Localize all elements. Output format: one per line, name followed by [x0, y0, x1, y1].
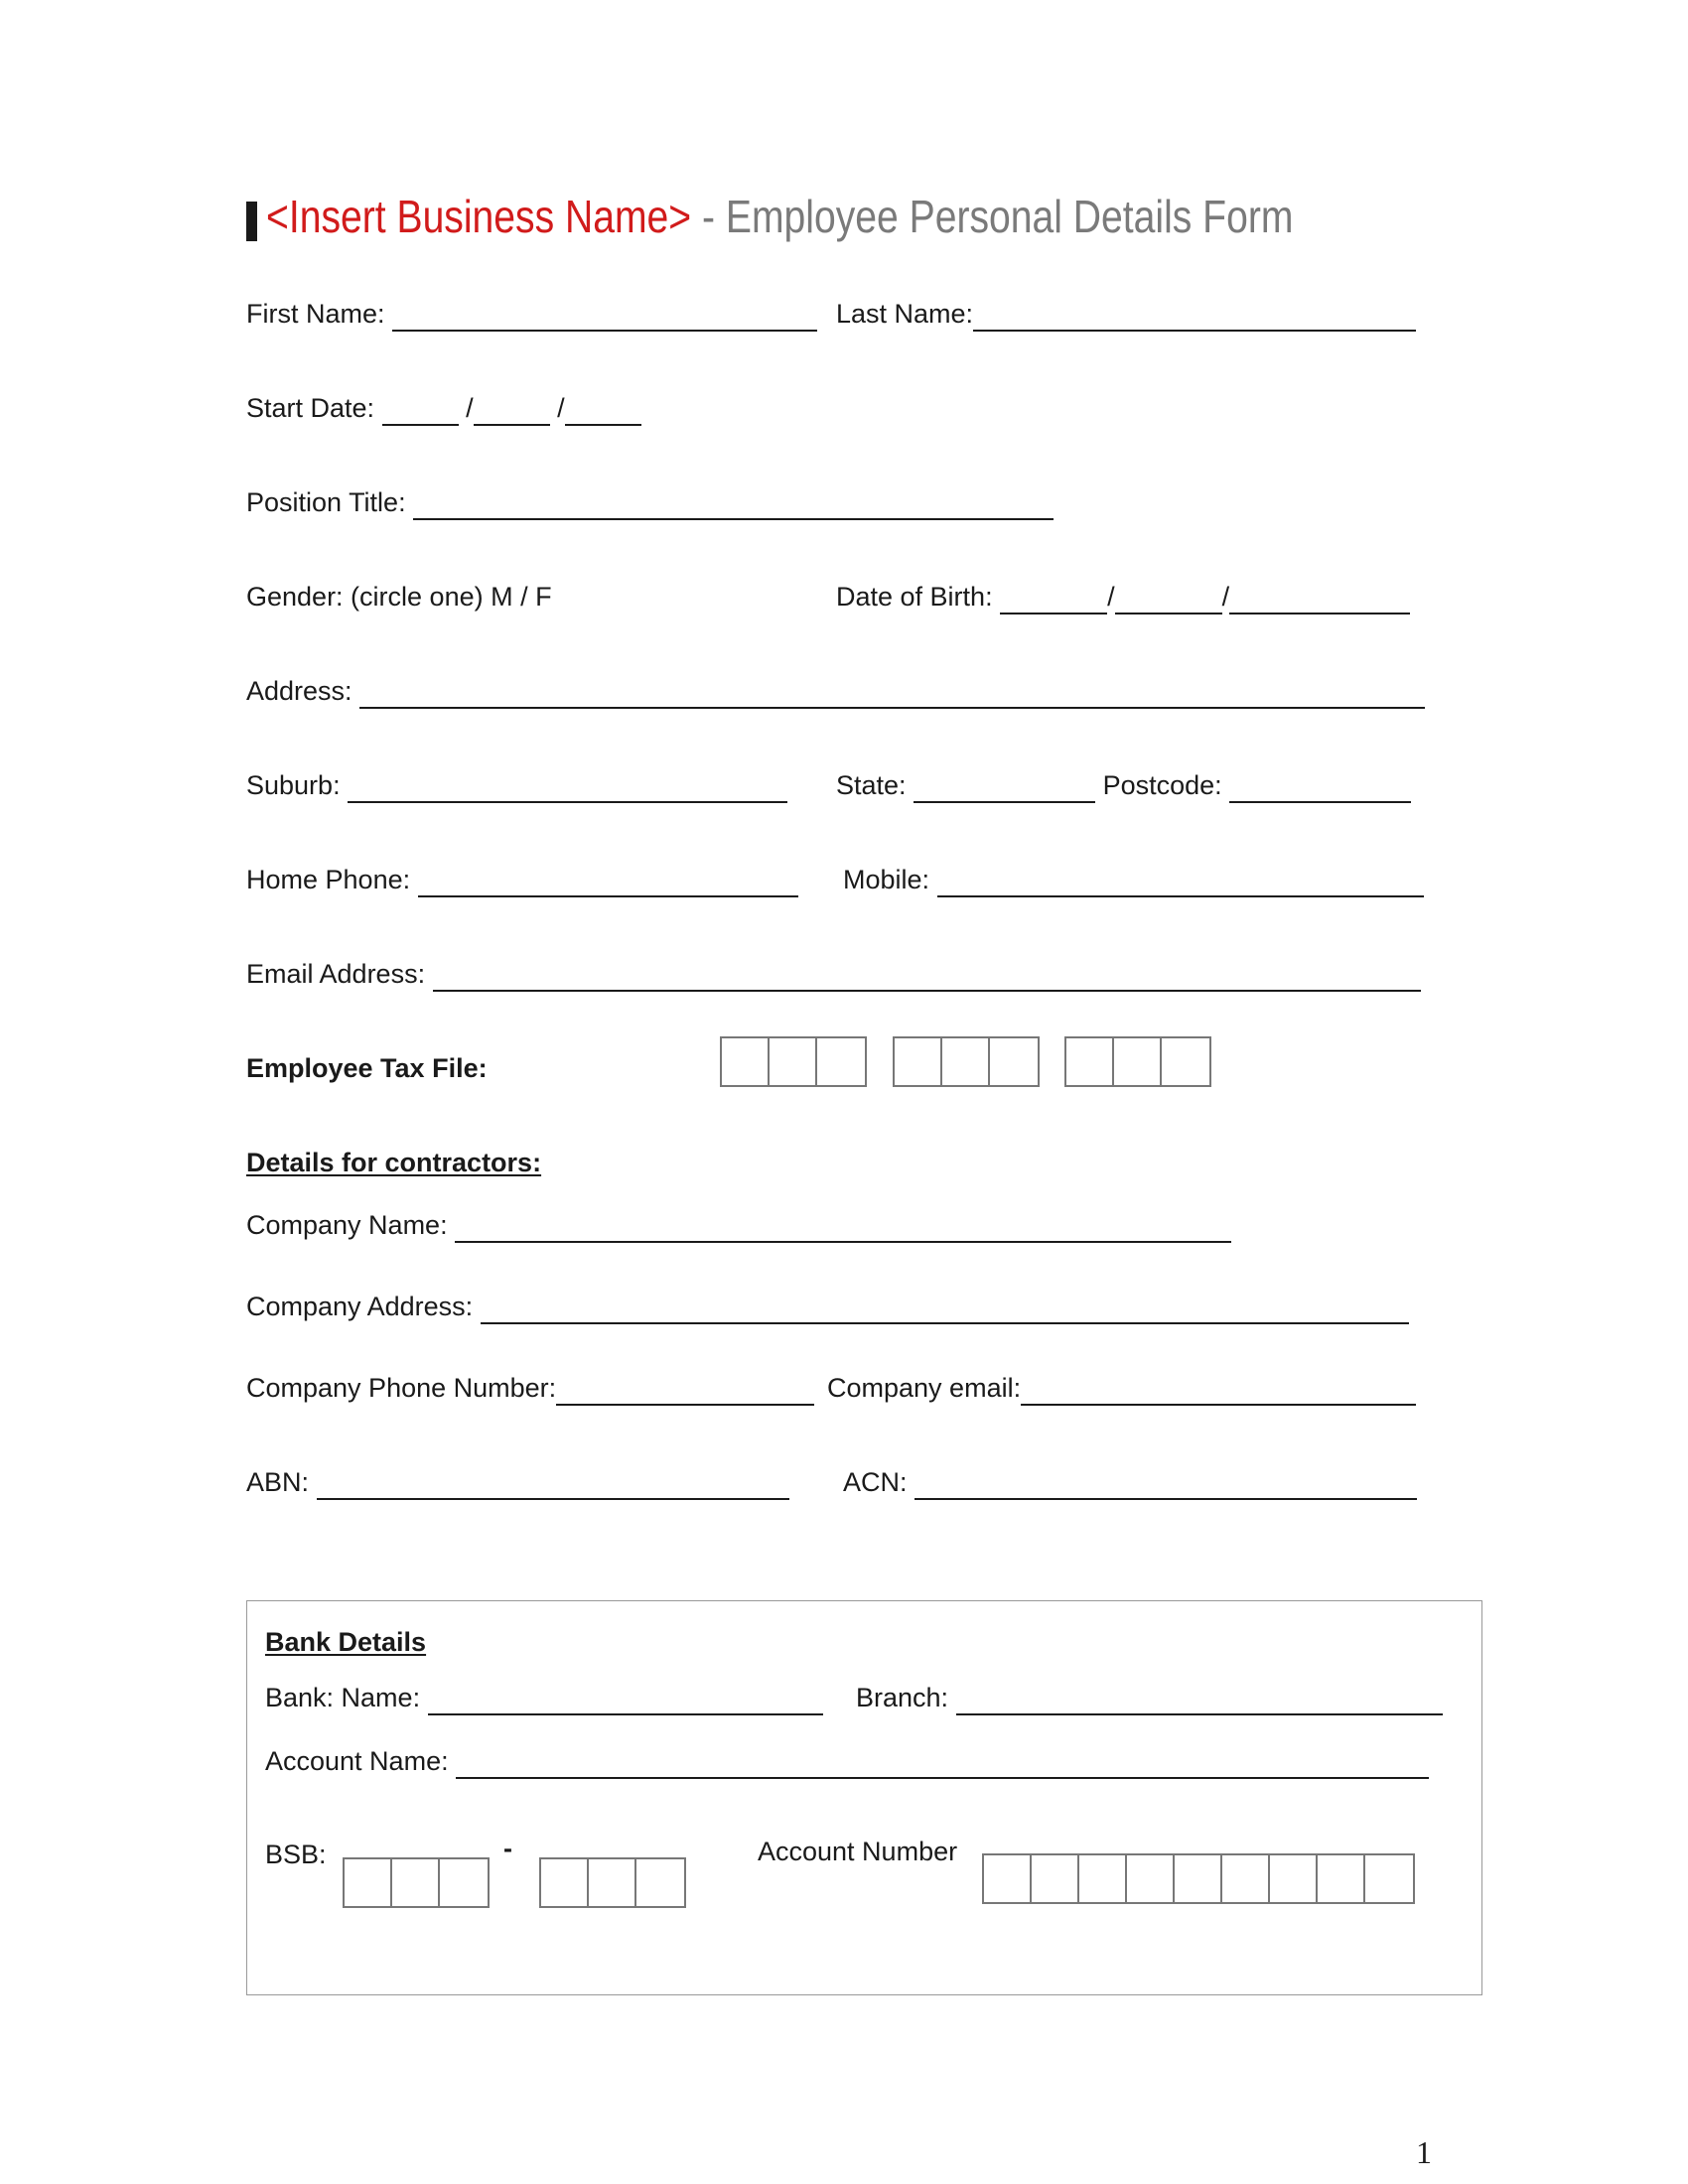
account-number-digit-box[interactable] — [1175, 1855, 1222, 1902]
acn-row — [843, 1466, 1417, 1500]
date-separator: / — [466, 393, 474, 423]
account-name-label: Account Name: — [265, 1746, 449, 1776]
account-number-digit-box[interactable] — [1270, 1855, 1318, 1902]
company-email-label: Company email: — [827, 1373, 1022, 1403]
address-row — [246, 675, 1425, 709]
dob-month-field[interactable] — [1115, 581, 1222, 614]
bank-details-section — [246, 1600, 1482, 1995]
tax-file-digit-box[interactable] — [990, 1038, 1038, 1085]
position-title-label: Position Title: — [246, 487, 406, 517]
tax-file-digit-box[interactable] — [722, 1038, 770, 1085]
company-name-label: Company Name: — [246, 1210, 448, 1240]
dob-row — [836, 581, 1410, 614]
abn-field[interactable] — [317, 1466, 789, 1500]
last-name-label: Last Name: — [836, 299, 974, 329]
bsb-digit-box[interactable] — [636, 1859, 684, 1906]
acn-field[interactable] — [914, 1466, 1417, 1500]
address-field[interactable] — [359, 675, 1425, 709]
start-date-year-field[interactable] — [565, 392, 641, 426]
postcode-field[interactable] — [1229, 769, 1411, 803]
mobile-row — [843, 864, 1424, 897]
title-separator: - — [691, 191, 726, 242]
bsb-label: BSB: — [265, 1840, 327, 1869]
tax-file-boxes-group-1[interactable] — [720, 1036, 867, 1087]
state-postcode-row — [836, 769, 1411, 803]
last-name-field[interactable] — [973, 298, 1416, 332]
bsb-digit-box[interactable] — [392, 1859, 440, 1906]
bsb-boxes-group-1[interactable] — [343, 1857, 490, 1908]
company-email-row — [827, 1372, 1416, 1406]
start-date-month-field[interactable] — [474, 392, 550, 426]
dob-label: Date of Birth: — [836, 582, 993, 612]
bank-name-label: Bank: Name: — [265, 1683, 421, 1712]
contractors-heading: Details for contractors: — [246, 1148, 542, 1177]
bsb-digit-box[interactable] — [440, 1859, 488, 1906]
suburb-row — [246, 769, 787, 803]
home-phone-field[interactable] — [418, 864, 798, 897]
email-field[interactable] — [433, 958, 1421, 992]
account-number-digit-box[interactable] — [1079, 1855, 1127, 1902]
company-address-label: Company Address: — [246, 1292, 474, 1321]
home-phone-row — [246, 864, 798, 897]
company-phone-field[interactable] — [556, 1372, 814, 1406]
account-name-field[interactable] — [456, 1745, 1429, 1779]
date-separator: / — [1107, 582, 1115, 612]
suburb-label: Suburb: — [246, 770, 341, 800]
last-name-row — [836, 298, 1416, 332]
tax-file-digit-box[interactable] — [1114, 1038, 1162, 1085]
first-name-row — [246, 298, 817, 332]
tax-file-digit-box[interactable] — [1066, 1038, 1114, 1085]
date-separator: / — [557, 393, 565, 423]
postcode-label: Postcode: — [1102, 770, 1222, 800]
address-label: Address: — [246, 676, 352, 706]
bsb-digit-box[interactable] — [345, 1859, 392, 1906]
account-number-digit-box[interactable] — [984, 1855, 1032, 1902]
title-accent-bar — [246, 202, 257, 241]
branch-row — [856, 1682, 1443, 1715]
tax-file-label: Employee Tax File: — [246, 1053, 488, 1083]
first-name-label: First Name: — [246, 299, 385, 329]
tax-file-digit-box[interactable] — [770, 1038, 817, 1085]
home-phone-label: Home Phone: — [246, 865, 411, 894]
account-number-digit-box[interactable] — [1032, 1855, 1079, 1902]
company-address-field[interactable] — [481, 1291, 1409, 1324]
abn-label: ABN: — [246, 1467, 310, 1497]
company-name-row — [246, 1209, 1231, 1243]
company-name-field[interactable] — [455, 1209, 1231, 1243]
bsb-boxes-group-2[interactable] — [539, 1857, 686, 1908]
mobile-label: Mobile: — [843, 865, 930, 894]
tax-file-digit-box[interactable] — [817, 1038, 865, 1085]
business-name-placeholder: <Insert Business Name> — [266, 191, 692, 242]
start-date-row — [246, 392, 641, 426]
account-number-digit-box[interactable] — [1318, 1855, 1365, 1902]
position-title-field[interactable] — [413, 486, 1054, 520]
tax-file-digit-box[interactable] — [942, 1038, 990, 1085]
account-number-label: Account Number — [758, 1837, 958, 1866]
acn-label: ACN: — [843, 1467, 908, 1497]
company-email-field[interactable] — [1021, 1372, 1416, 1406]
date-separator: / — [1221, 582, 1230, 612]
bsb-digit-box[interactable] — [541, 1859, 589, 1906]
bsb-digit-box[interactable] — [589, 1859, 636, 1906]
bank-details-heading: Bank Details — [265, 1627, 427, 1657]
company-phone-row — [246, 1372, 814, 1406]
branch-field[interactable] — [956, 1682, 1443, 1715]
tax-file-digit-box[interactable] — [895, 1038, 942, 1085]
page-number: 1 — [1416, 2134, 1432, 2170]
start-date-label: Start Date: — [246, 393, 375, 423]
account-number-boxes[interactable] — [982, 1853, 1415, 1904]
account-number-digit-box[interactable] — [1365, 1855, 1413, 1902]
gender-label[interactable]: Gender: (circle one) M / F — [246, 582, 552, 612]
state-field[interactable] — [914, 769, 1095, 803]
bsb-dash: - — [503, 1834, 512, 1863]
bank-name-field[interactable] — [428, 1682, 823, 1715]
state-label: State: — [836, 770, 907, 800]
first-name-field[interactable] — [392, 298, 817, 332]
tax-file-digit-box[interactable] — [1162, 1038, 1209, 1085]
mobile-field[interactable] — [937, 864, 1424, 897]
suburb-field[interactable] — [348, 769, 787, 803]
branch-label: Branch: — [856, 1683, 949, 1712]
dob-year-field[interactable] — [1229, 581, 1410, 614]
form-title: Employee Personal Details Form — [725, 191, 1294, 242]
tax-file-boxes-group-3[interactable] — [1064, 1036, 1211, 1087]
account-name-row — [265, 1745, 1429, 1779]
bank-name-row — [265, 1682, 823, 1715]
start-date-day-field[interactable] — [382, 392, 459, 426]
email-label: Email Address: — [246, 959, 426, 989]
page-title — [266, 187, 1293, 246]
position-title-row — [246, 486, 1054, 520]
account-number-digit-box[interactable] — [1222, 1855, 1270, 1902]
dob-day-field[interactable] — [1000, 581, 1107, 614]
email-row — [246, 958, 1421, 992]
company-address-row — [246, 1291, 1409, 1324]
account-number-digit-box[interactable] — [1127, 1855, 1175, 1902]
tax-file-boxes-group-2[interactable] — [893, 1036, 1040, 1087]
company-phone-label: Company Phone Number: — [246, 1373, 557, 1403]
abn-row — [246, 1466, 789, 1500]
